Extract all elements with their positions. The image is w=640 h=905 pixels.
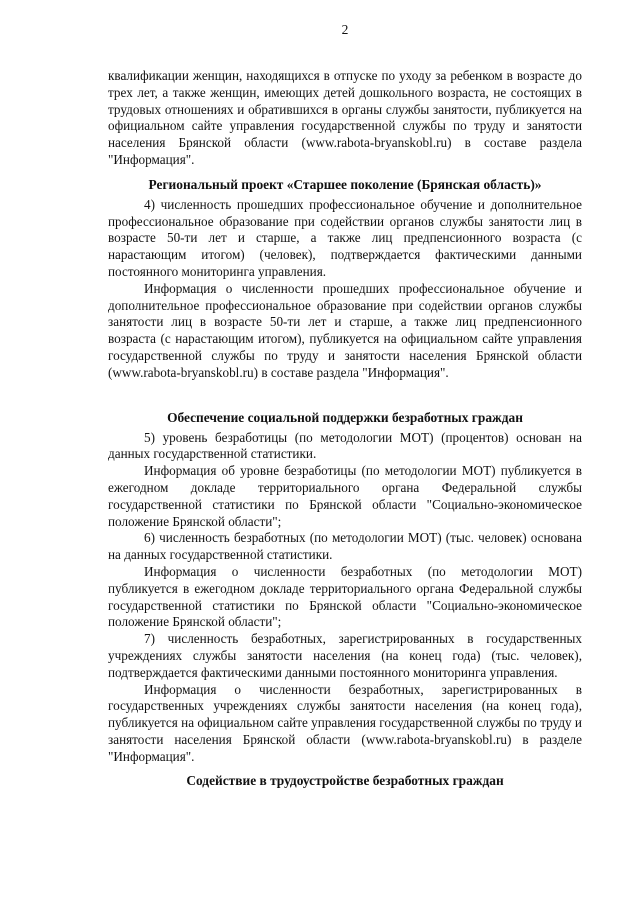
- paragraph: Информация об уровне безработицы (по методологии МОТ) публикуется в ежегодном докладе территориального органа Федеральной службы государственной статистики по Брянской области "Социально-экономическое положение Брянской области";: [108, 463, 582, 529]
- section-spacer: [108, 382, 582, 402]
- paragraph: 7) численность безработных, зарегистрированных в государственных учреждениях службы занятости населения (на конец года) (тыс. человек), подтверждается фактическими данными постоянного мониторинга управления.: [108, 631, 582, 680]
- paragraph: квалификации женщин, находящихся в отпуске по уходу за ребенком в возрасте до трех лет, а также женщин, имеющих детей дошкольного возраста, не состоящих в трудовых отношениях и обратившихся в органы службы занятости, публикуется на официальном сайте управления государственной службы по труду и занятости населения Брянской области (www.rabota-bryanskobl.ru) в составе раздела "Информация".: [108, 68, 582, 167]
- paragraph: 4) численность прошедших профессиональное обучение и дополнительное профессиональное образование при содействии органов службы занятости лиц в возрасте 50-ти лет и старше, а также лиц предпенсионного возраста (с нарастающим итогом) (человек), подтверждается фактическими данными постоянного мониторинга управления.: [108, 196, 582, 279]
- page-number: 2: [341, 22, 349, 37]
- paragraph: Информация о численности безработных, зарегистрированных в государственных учреждениях службы занятости населения (на конец года), публикуется на официальном сайте управления государственной службы по труду и занятости населения Брянской области (www.rabota-bryanskobl.ru) в разделе "Информация".: [108, 681, 582, 764]
- section-heading: Региональный проект «Старшее поколение (Брянская область)»: [148, 176, 542, 192]
- paragraph: 5) уровень безработицы (по методологии МОТ) (процентов) основан на данных государственной статистики.: [108, 429, 582, 462]
- section-heading: Содействие в трудоустройстве безработных граждан: [186, 773, 504, 789]
- document-body: [108, 68, 582, 789]
- section-heading: Обеспечение социальной поддержки безработных граждан: [167, 409, 523, 425]
- paragraph: Информация о численности прошедших профессиональное обучение и дополнительное профессиональное образование при содействии органов службы занятости лиц в возрасте 50-ти лет и старше, а также лиц предпенсионного возраста (с нарастающим итогом), публикуется на официальном сайте управления государственной службы по труду и занятости населения Брянской области (www.rabota-bryanskobl.ru) в составе раздела "Информация".: [108, 280, 582, 380]
- paragraph: 6) численность безработных (по методологии МОТ) (тыс. человек) основана на данных государственной статистики.: [108, 530, 582, 563]
- paragraph: Информация о численности безработных (по методологии МОТ) публикуется в ежегодном докладе территориального органа Федеральной службы государственной статистики по Брянской области "Социально-экономическое положение Брянской области";: [108, 563, 582, 630]
